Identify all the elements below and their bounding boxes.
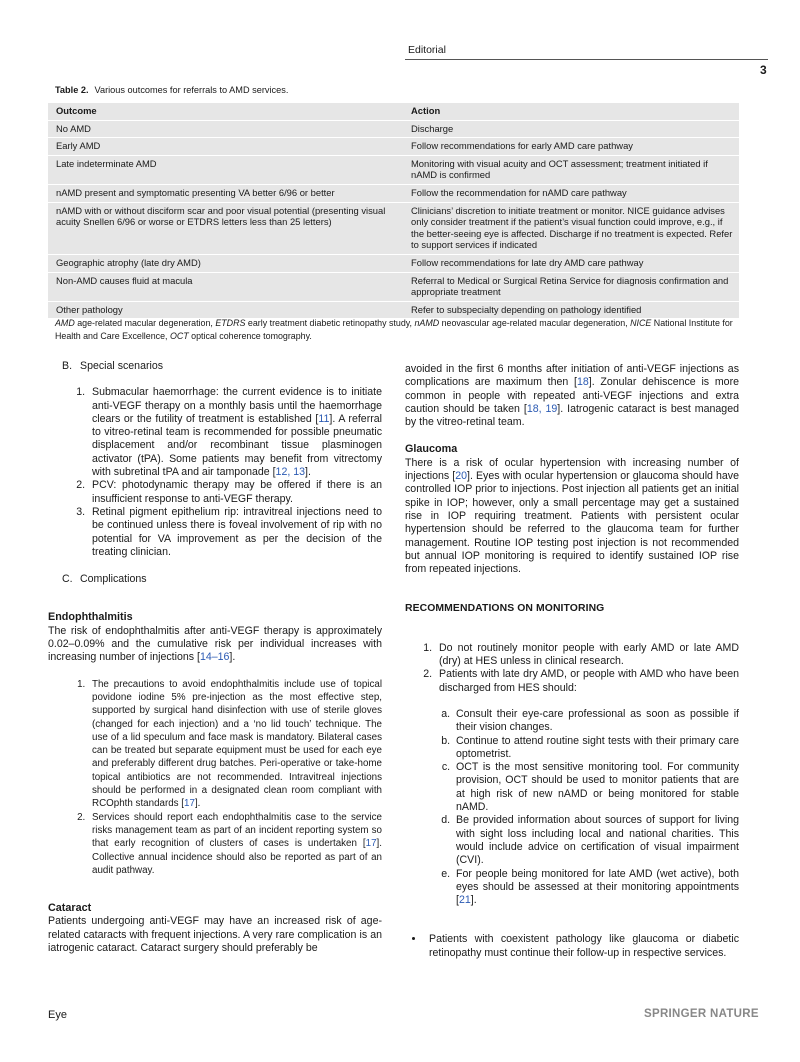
table-cell-outcome: Early AMD xyxy=(56,140,101,152)
table-row xyxy=(48,120,739,138)
bullet-list xyxy=(405,933,739,960)
table-row xyxy=(48,254,739,272)
list-item-text: Do not routinely monitor people with early AMD or late AMD (dry) at HES unless in clinical research. xyxy=(439,641,739,668)
table-notes xyxy=(55,317,745,342)
text-run: ]. Eyes with ocular hypertension or glaucoma should have controlled IOP prior to injections. Post injection all patients get an initial spike in IOP; however, only a small percentage may get a sustained rise in IOP requiring treatment. Patients with persistent ocular hypertension should be referred to the glaucoma team for further management. Routine IOP testing post injection is not recommended but annual IOP monitoring is required to identify sustained IOP rise from repeated injections. xyxy=(405,470,739,576)
cataract-heading: Cataract xyxy=(48,902,92,915)
recommendations-list xyxy=(405,642,739,908)
text-run: PCV: photodynamic therapy may be offered if there is an insufficient response to anti-VEGF therapy. xyxy=(92,479,382,505)
right-column xyxy=(405,363,739,960)
list-item xyxy=(435,668,739,907)
text-run: Retinal pigment epithelium rip: intravitreal injections need to be continued unless there is foveal involvement of rip with no potential for VA improvement as per the decision of the treating clinician. xyxy=(92,505,382,558)
citation-link[interactable]: 21 xyxy=(458,894,471,907)
table-cell-outcome: nAMD with or without disciform scar and poor visual potential (presenting visual acuity Snellen 6/96 or worse or ETDRS letters less than 25 letters) xyxy=(56,204,386,228)
list-item xyxy=(88,506,382,559)
table-row xyxy=(48,137,739,155)
text-run: ]. xyxy=(194,798,201,810)
table-cell-action: Follow recommendations for late dry AMD care pathway xyxy=(411,256,644,268)
table-row xyxy=(48,202,739,254)
text-run: The precautions to avoid endophthalmitis include use of topical povidone iodine 5% pre-injection as the most effective step, supported by surgical hand disinfection with use of sterile gloves (changed for each injection) and a ‘no lid touch’ technique. The use of a lid speculum and face mask is mandatory. Bilateral cases can be treated but separate equipment must be used for each eye and preferably different drug batches. Peri-operative or take-home topical antibiotics are not recommended. Intravitreal injections should be performed in a designated clean room compliant with RCOphth standards [ xyxy=(92,678,382,810)
table-cell-action: Monitoring with visual acuity and OCT assessment; treatment initiated if nAMD is confirmed xyxy=(411,157,708,181)
table-cell-action: Referral to Medical or Surgical Retina Service for diagnosis confirmation and appropriate treatment xyxy=(411,274,729,298)
text-run: ]. xyxy=(470,894,477,907)
list-item-text: Patients with late dry AMD, or people with AMD who have been discharged from HES should: xyxy=(439,668,739,694)
list-item xyxy=(453,814,739,867)
section-label: B. xyxy=(62,360,73,372)
list-item xyxy=(88,678,382,811)
note-definition: optical coherence tomography. xyxy=(188,330,312,341)
table-cell-action: Follow the recommendation for nAMD care pathway xyxy=(411,186,627,198)
text-run: ]. A referral to vitreo-retinal team is recommended for possible pneumatic displacement and/or recombinant tissue plasminogen activator (tPA). Some patients may benefit from vitrectomy with subretinal tPA and air tamponade [ xyxy=(92,412,382,479)
text-run: ]. xyxy=(229,651,236,664)
table-caption-text: Various outcomes for referrals to AMD services. xyxy=(94,85,289,95)
note-abbreviation: nAMD xyxy=(414,318,440,328)
table-header-cell: Outcome xyxy=(56,105,97,116)
recommendations-heading: RECOMMENDATIONS ON MONITORING xyxy=(405,603,605,615)
text-run: ]. xyxy=(305,466,311,479)
list-item xyxy=(88,479,382,506)
cataract-paragraph: Patients undergoing anti-VEGF may have an increased risk of age-related cataracts with frequent injections. A very rare complication is an iatrogenic cataract. Cataract surgery should preferably be xyxy=(48,915,382,954)
table-row xyxy=(48,155,739,184)
table-cell-outcome: No AMD xyxy=(56,122,91,134)
table-cell-action: Clinicians’ discretion to initiate treatment or monitor. NICE guidance advises only consider treatment if the patient’s visual function could improve, e.g., if the better-seeing eye is affected. Discharge if no treatment is expected. Refer to support services if indicated xyxy=(411,204,733,251)
text-run: Consult their eye-care professional as soon as possible if their vision changes. xyxy=(456,707,739,734)
cataract-continued-paragraph xyxy=(405,363,739,429)
glaucoma-paragraph xyxy=(405,457,739,577)
text-run: OCT is the most sensitive monitoring tool. For community provision, OCT should be used to monitor patients that are at high risk of new nAMD or being monitored for stable nAMD. xyxy=(456,761,739,814)
citation-link[interactable]: 17 xyxy=(184,798,195,810)
glaucoma-heading: Glaucoma xyxy=(405,443,458,456)
note-definition: neovascular age-related macular degeneration, xyxy=(439,318,631,328)
citation-link[interactable]: 17 xyxy=(365,838,377,850)
list-item xyxy=(88,386,382,479)
text-run: ]. Collective annual incidence should also be reported as part of an audit pathway. xyxy=(92,838,382,876)
table-caption xyxy=(55,85,288,95)
table-header-cell: Action xyxy=(411,105,441,116)
citation-link[interactable]: 11 xyxy=(318,412,330,425)
endophthalmitis-paragraph xyxy=(48,625,382,665)
table-cell-outcome: Late indeterminate AMD xyxy=(56,157,157,169)
publisher-logo: SPRINGER NATURE xyxy=(644,1008,759,1020)
table-cell-outcome: Geographic atrophy (late dry AMD) xyxy=(56,256,201,268)
note-abbreviation: OCT xyxy=(169,330,189,341)
list-item xyxy=(435,642,739,669)
table-cell-outcome: Other pathology xyxy=(56,303,123,315)
list-item xyxy=(88,811,382,877)
section-complications xyxy=(48,573,382,586)
section-label: C. xyxy=(62,573,73,586)
citation-link[interactable]: 18, 19 xyxy=(526,402,558,415)
list-item xyxy=(453,735,739,762)
header-rule xyxy=(405,59,768,60)
note-abbreviation: NICE xyxy=(630,318,652,328)
text-run: Be provided information about sources of support for living with sight loss including local and national charities. This would include advice on certification of visual impairment (CVI). xyxy=(456,814,739,867)
note-abbreviation: AMD xyxy=(55,318,75,328)
text-run: Submacular haemorrhage: the current evidence is to initiate anti-VEGF therapy on a monthly basis until the haemorrhage clears or the futility of treatment is established [ xyxy=(92,386,382,425)
monitoring-sublist xyxy=(439,708,739,907)
section-title: Complications xyxy=(80,573,147,586)
table-cell-outcome: nAMD present and symptomatic presenting VA better 6/96 or better xyxy=(56,186,335,198)
citation-link[interactable]: 20 xyxy=(455,470,467,483)
list-item-text: Patients with coexistent pathology like glaucoma or diabetic retinopathy must continue their follow-up in respective services. xyxy=(429,933,739,959)
citation-link[interactable]: 18 xyxy=(576,376,589,389)
citation-link[interactable]: 12, 13 xyxy=(275,466,306,479)
text-run: ]. Iatrogenic cataract is best managed by the vitreo-retinal team. xyxy=(405,402,739,429)
table-header-row xyxy=(48,103,739,120)
list-item xyxy=(453,761,739,814)
special-scenarios-list xyxy=(48,386,382,559)
table-cell-action: Discharge xyxy=(411,122,454,134)
table-row xyxy=(48,272,739,301)
citation-link[interactable]: 14–16 xyxy=(199,651,230,664)
table-cell-outcome: Non-AMD causes fluid at macula xyxy=(56,274,193,286)
section-special-scenarios xyxy=(48,360,382,373)
header-label: Editorial xyxy=(408,44,446,56)
text-run: avoided in the first 6 months after initiation of anti-VEGF injections as complications are maximum then [ xyxy=(405,363,739,389)
text-run: For people being monitored for late AMD (wet active), both eyes should be assessed at their monitoring appointments [ xyxy=(456,867,739,907)
text-run: There is a risk of ocular hypertension with increasing number of injections [ xyxy=(405,456,739,483)
note-definition: age-related macular degeneration, xyxy=(74,318,216,328)
table-row xyxy=(48,301,739,319)
left-column xyxy=(48,360,382,955)
text-run: Continue to attend routine sight tests with their primary care optometrist. xyxy=(456,734,739,760)
footer-journal: Eye xyxy=(48,1009,67,1021)
text-run: The risk of endophthalmitis after anti-VEGF therapy is approximately 0.02–0.09% and the cumulative risk per individual increases with increasing number of injections [ xyxy=(48,624,382,664)
table-cell-action: Follow recommendations for early AMD care pathway xyxy=(411,140,633,152)
text-run: Services should report each endophthalmitis case to the service risks management team as part of an incident reporting system so that early recognition of clusters of cases is undertaken [ xyxy=(92,811,382,850)
list-item xyxy=(453,708,739,735)
outcomes-table xyxy=(48,103,739,318)
text-run: ]. Zonular dehiscence is more common in people with repeated anti-VEGF injections and extra caution should be taken [ xyxy=(405,376,739,415)
note-definition: National Institute for Health and Care Excellence, xyxy=(55,318,733,341)
endophthalmitis-heading: Endophthalmitis xyxy=(48,611,133,624)
note-definition: early treatment diabetic retinopathy study, xyxy=(245,318,415,328)
list-item xyxy=(425,933,739,960)
page-number: 3 xyxy=(760,63,767,77)
table-cell-action: Refer to subspecialty depending on pathology identified xyxy=(411,303,642,315)
table-caption-label: Table 2. xyxy=(55,85,89,95)
list-item xyxy=(453,868,739,908)
table-row xyxy=(48,184,739,202)
section-title: Special scenarios xyxy=(80,360,164,372)
endophthalmitis-list xyxy=(48,678,382,877)
note-abbreviation: ETDRS xyxy=(215,318,246,328)
